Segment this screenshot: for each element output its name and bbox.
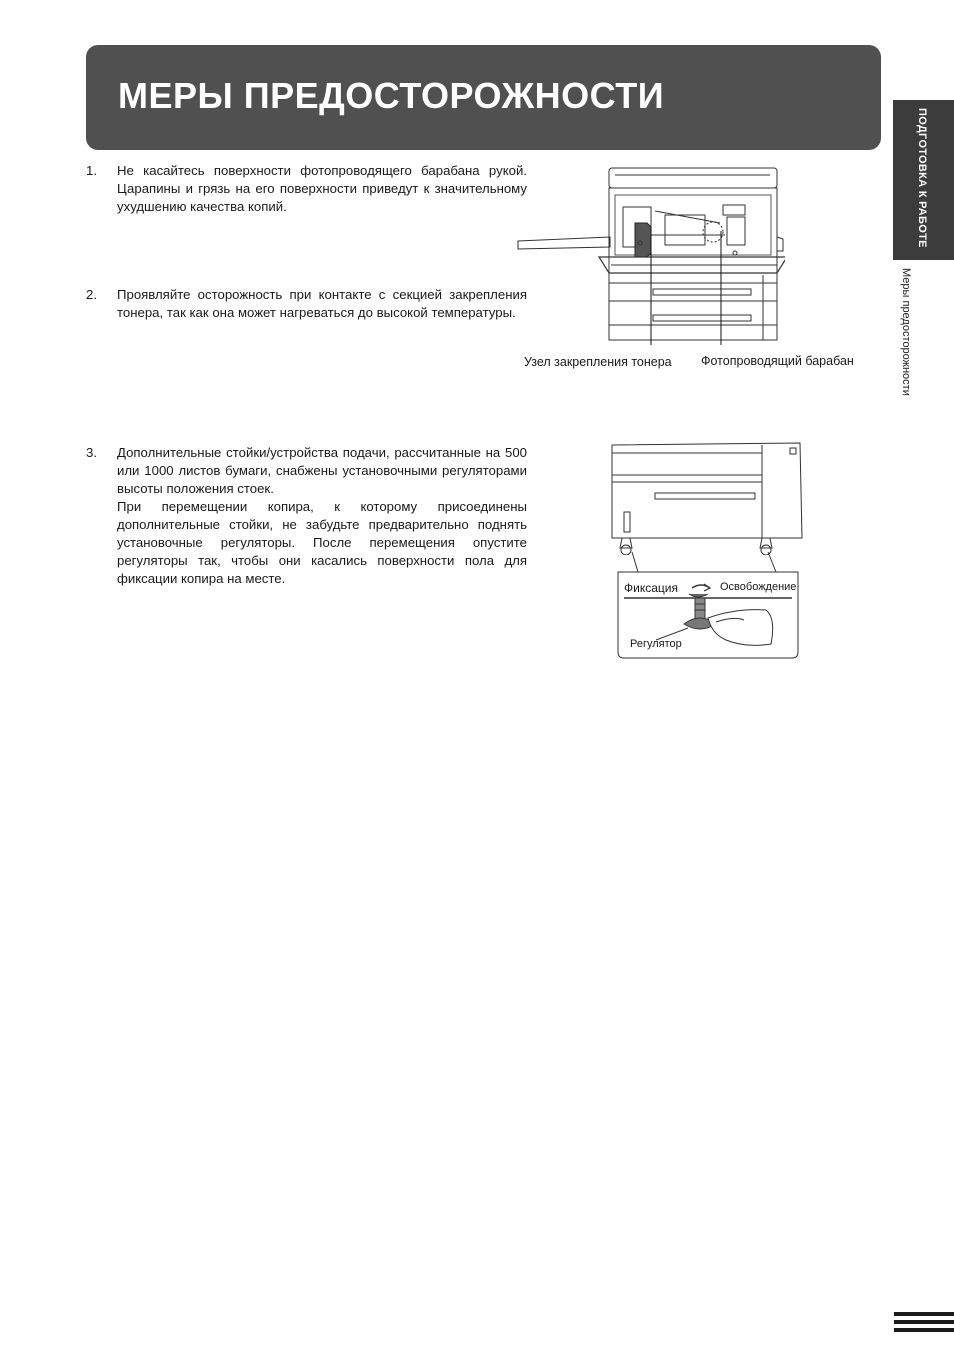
item-text: Не касайтесь поверхности фотопроводящего барабана рукой. Царапины и грязь на его поверхности приведут к значительному ухудшению качества копий. xyxy=(117,163,527,214)
drum-label: Фотопроводящий барабан xyxy=(701,354,854,368)
lock-label: Фиксация xyxy=(624,581,678,595)
page-end-marker xyxy=(894,1312,954,1336)
item-text: При перемещении копира, к которому присоединены дополнительные стойки, не забудьте предварительно поднять установочные регуляторы. После перемещения опустите регуляторы так, чтобы они касались поверхности пола для фиксации копира на месте. xyxy=(117,499,527,586)
stand-illustration xyxy=(610,440,805,555)
item-number: 1. xyxy=(86,163,97,178)
item-number: 3. xyxy=(86,445,97,460)
fuser-unit-label: Узел закрепления тонера xyxy=(524,355,672,369)
precaution-item-3 xyxy=(86,444,527,588)
section-tab-label: ПОДГОТОВКА К РАБОТЕ xyxy=(916,108,928,248)
copier-open-illustration xyxy=(515,165,785,345)
subsection-label: Меры предосторожности xyxy=(900,268,912,396)
precaution-item-1 xyxy=(86,162,527,216)
item-text: Проявляйте осторожность при контакте с секцией закрепления тонера, так как она может нагреваться до высокой температуры. xyxy=(117,287,527,320)
item-number: 2. xyxy=(86,287,97,302)
item-text: Дополнительные стойки/устройства подачи, рассчитанные на 500 или 1000 листов бумаги, снабжены установочными регуляторами высоты положения стоек. xyxy=(117,445,527,496)
section-tab xyxy=(893,100,954,260)
title-banner xyxy=(86,45,881,150)
adjuster-label: Регулятор xyxy=(630,638,682,650)
page-title: МЕРЫ ПРЕДОСТОРОЖНОСТИ xyxy=(118,75,665,116)
release-label: Освобождение xyxy=(720,581,797,593)
precaution-item-2 xyxy=(86,286,527,322)
